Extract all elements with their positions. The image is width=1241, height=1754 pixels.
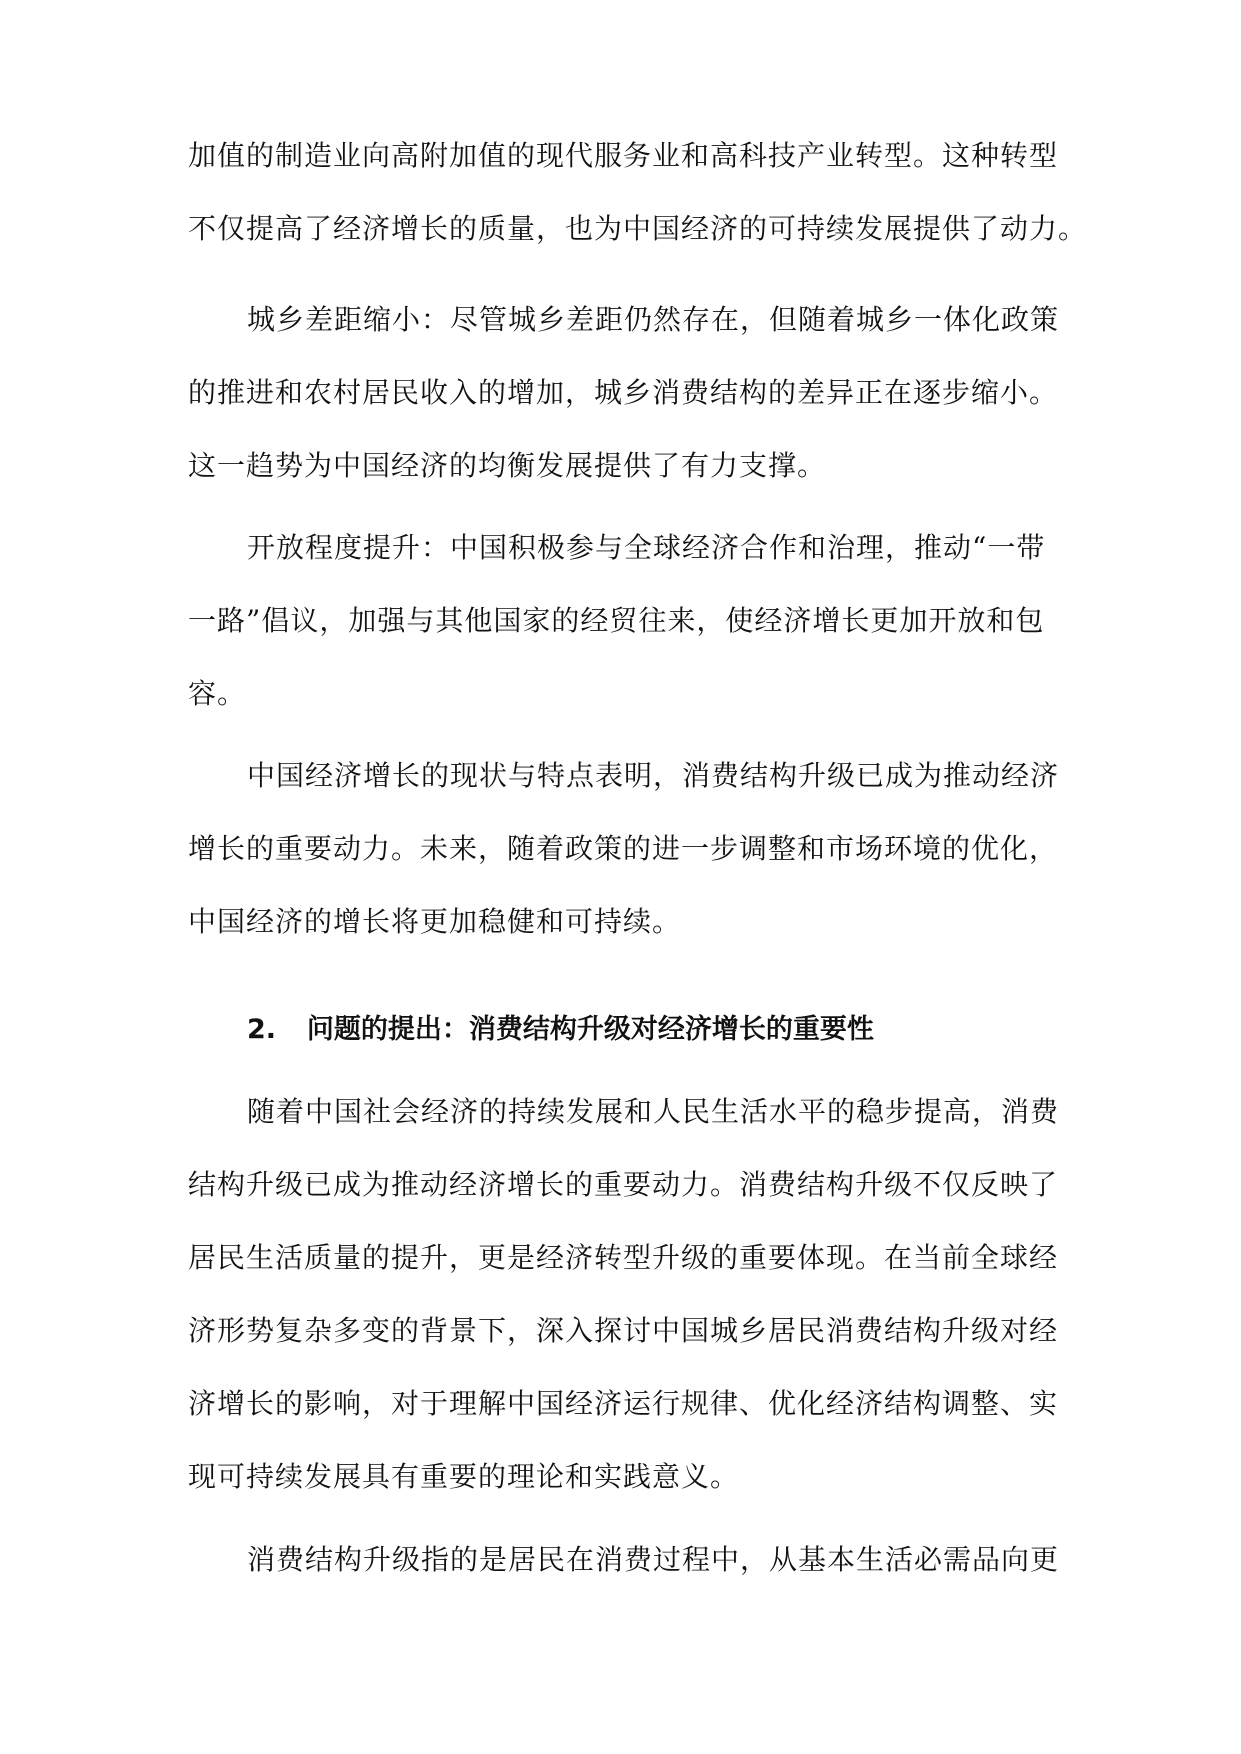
- paragraph-line: 一路”倡议，加强与其他国家的经贸往来，使经济增长更加开放和包: [188, 604, 1045, 637]
- paragraph-line: 中国经济的增长将更加稳健和可持续。: [188, 905, 682, 938]
- paragraph-line: 居民生活质量的提升，更是经济转型升级的重要体现。在当前全球经: [188, 1241, 1059, 1274]
- paragraph-line: 济形势复杂多变的背景下，深入探讨中国城乡居民消费结构升级对经: [188, 1314, 1059, 1347]
- section-heading: [247, 1010, 874, 1050]
- paragraph-line: 的推进和农村居民收入的增加，城乡消费结构的差异正在逐步缩小。: [188, 376, 1059, 409]
- paragraph-line: 消费结构升级指的是居民在消费过程中，从基本生活必需品向更: [247, 1543, 1060, 1576]
- paragraph-line: 不仅提高了经济增长的质量，也为中国经济的可持续发展提供了动力。: [188, 212, 1088, 245]
- paragraph-line: 随着中国社会经济的持续发展和人民生活水平的稳步提高，消费: [247, 1095, 1060, 1128]
- paragraph-line: 城乡差距缩小：尽管城乡差距仍然存在，但随着城乡一体化政策: [247, 303, 1060, 336]
- paragraph-line: 现可持续发展具有重要的理论和实践意义。: [188, 1460, 740, 1493]
- section-number: 2.: [247, 1014, 277, 1045]
- section-title: 问题的提出：消费结构升级对经济增长的重要性: [306, 1014, 874, 1045]
- paragraph-line: 开放程度提升：中国积极参与全球经济合作和治理，推动“一带: [247, 531, 1046, 564]
- paragraph-line: 中国经济增长的现状与特点表明，消费结构升级已成为推动经济: [247, 759, 1060, 792]
- paragraph-line: 这一趋势为中国经济的均衡发展提供了有力支撑。: [188, 449, 827, 482]
- paragraph-line: 增长的重要动力。未来，随着政策的进一步调整和市场环境的优化，: [188, 832, 1059, 865]
- paragraph-line: 加值的制造业向高附加值的现代服务业和高科技产业转型。这种转型: [188, 139, 1059, 172]
- paragraph-line: 济增长的影响，对于理解中国经济运行规律、优化经济结构调整、实: [188, 1387, 1059, 1420]
- paragraph-line: 结构升级已成为推动经济增长的重要动力。消费结构升级不仅反映了: [188, 1168, 1059, 1201]
- paragraph-line: 容。: [188, 677, 247, 710]
